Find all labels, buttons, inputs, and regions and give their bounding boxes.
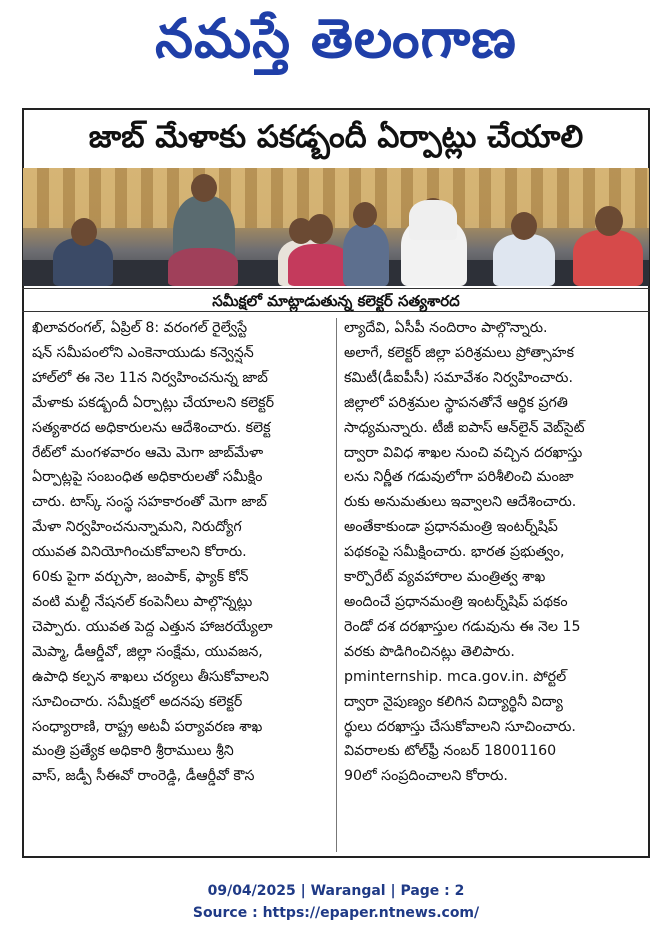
- article-line: ఏర్పాట్లపై సంబంధిత అధికారులతో సమీక్షిం: [32, 469, 263, 486]
- masthead-title: నమస్తే తెలంగాణ: [155, 7, 517, 70]
- article-column-right: [344, 316, 644, 789]
- article-line: వంటి మల్టీ నేషనల్ కంపెనీలు పాల్గొన్నట్లు: [32, 593, 253, 610]
- article-line: హాల్‌లో ఈ నెల 11న నిర్వహించనున్న జాబ్: [32, 369, 268, 386]
- article-line: ద్వారా నైపుణ్యం కలిగిన విద్యార్థినీ విద్యా: [344, 693, 563, 710]
- article-line: కమిటీ(డీఐపీసీ) సమావేశం నిర్వహించారు.: [344, 369, 573, 386]
- article-line: అందించే ప్రధానమంత్రి ఇంటర్న్‌షిప్ పథకం: [344, 593, 568, 610]
- article-line: పథకంపై సమీక్షించారు. భారత ప్రభుత్వం,: [344, 544, 565, 561]
- article-line: రెండో దశ దరఖాస్తుల గడువును ఈ నెల 15: [344, 618, 581, 635]
- article-line: మేళా నిర్వహించనున్నామని, నిరుద్యోగ: [32, 519, 242, 536]
- article-line: రుకు అనుమతులు ఇవ్వాలని ఆదేశించారు.: [344, 494, 577, 511]
- article-line: జిల్లాలో పరిశ్రమల స్థాపనతోనే ఆర్థిక ప్రగతి: [344, 394, 568, 411]
- article-line: pminternship. mca.gov.in. పోర్టల్: [344, 668, 567, 685]
- article-line: మేళాకు పకడ్బందీ ఏర్పాట్లు చేయాలని కలెక్టర్: [32, 394, 274, 411]
- article-line: యువత వినియోగించుకోవాలని కోరారు.: [32, 544, 247, 561]
- article-line: అలాగే, కలెక్టర్ జిల్లా పరిశ్రమలు ప్రోత్సాహక: [344, 344, 574, 361]
- article-line: 90లో సంప్రదించాలని కోరారు.: [344, 768, 508, 785]
- footer-date-edition: 09/04/2025 | Warangal | Page : 2: [207, 883, 465, 899]
- article-line: సూచించారు. సమీక్షలో అదనపు కలెక్టర్: [32, 693, 243, 710]
- article-line: 60కు పైగా వర్చుసా, జంపాక్, ఫ్యాక్ కోన్: [32, 569, 249, 586]
- article-column-left: [32, 316, 332, 789]
- article-line: ల్యాదేవి, ఏసీపీ నందిరాం పాల్గొన్నారు.: [344, 320, 548, 336]
- article-line: ద్వారా వివిధ శాఖల నుంచి వచ్చిన దరఖాస్తు: [344, 444, 583, 461]
- article-photo: [23, 168, 649, 286]
- article-line: సంధ్యారాణి, రాష్ట్ర అటవీ పర్యావరణ శాఖ: [32, 718, 263, 735]
- article-line: చెప్పారు. యువత పెద్ద ఎత్తున హాజరయ్యేలా: [32, 618, 273, 635]
- article-line: వరకు పొడిగించినట్లు తెలిపారు.: [344, 643, 515, 660]
- article-line: ఖిలావరంగల్, ఏప్రిల్ 8: వరంగల్ రైల్వేస్టే: [32, 320, 248, 336]
- article-line: కార్పొరేట్ వ్యవహారాల మంత్రిత్వ శాఖ: [344, 569, 546, 586]
- article-line: రేట్‌లో మంగళవారం ఆమె మెగా జాబ్‌మేళా: [32, 444, 264, 461]
- footer: [0, 880, 672, 924]
- article-line: సాధ్యమన్నారు. టీజీ ఐపాస్ ఆన్‌లైన్ వెబ్‌సైట్: [344, 419, 585, 436]
- article-line: షన్ సమీపంలోని ఎంకెనాయుడు కన్వెన్షన్: [32, 344, 254, 361]
- article-line: చారు. టాస్క్ సంస్థ సహకారంతో మెగా జాబ్: [32, 494, 267, 511]
- article-line: ఉపాధి కల్పన శాఖలు చర్యలు తీసుకోవాలని: [32, 668, 270, 685]
- footer-source: Source : https://epaper.ntnews.com/: [192, 905, 480, 921]
- article-line: లను నిర్ణీత గడువులోగా పరిశీలించి మంజా: [344, 469, 574, 486]
- column-divider: [336, 318, 337, 852]
- article-line: మంత్రి ప్రత్యేక అధికారి శ్రీరాములు శ్రీని: [32, 743, 234, 760]
- photo-caption: సమీక్షలో మాట్లాడుతున్న కలెక్టర్ సత్యశారద: [22, 288, 650, 312]
- article-line: మెప్మా, డీఆర్డీవో, జిల్లా సంక్షేమ, యువజన,: [32, 643, 263, 660]
- article-line: ర్థులు దరఖాస్తు చేసుకోవాలని సూచించారు.: [344, 718, 576, 735]
- article-line: వివరాలకు టోల్‌ఫ్రీ నంబర్ 18001160: [344, 743, 557, 760]
- article-headline: జాబ్ మేళాకు పకడ్బందీ ఏర్పాట్లు చేయాలి: [88, 119, 584, 155]
- article-line: అంతేకాకుండా ప్రధానమంత్రి ఇంటర్న్‌షిప్: [344, 519, 558, 536]
- article-line: వాస్, జడ్పీ సీఈవో రాంరెడ్డి, డీఆర్డీవో కౌస: [32, 768, 255, 785]
- article-line: సత్యశారద అధికారులను ఆదేశించారు. కలెక్ట: [32, 419, 271, 436]
